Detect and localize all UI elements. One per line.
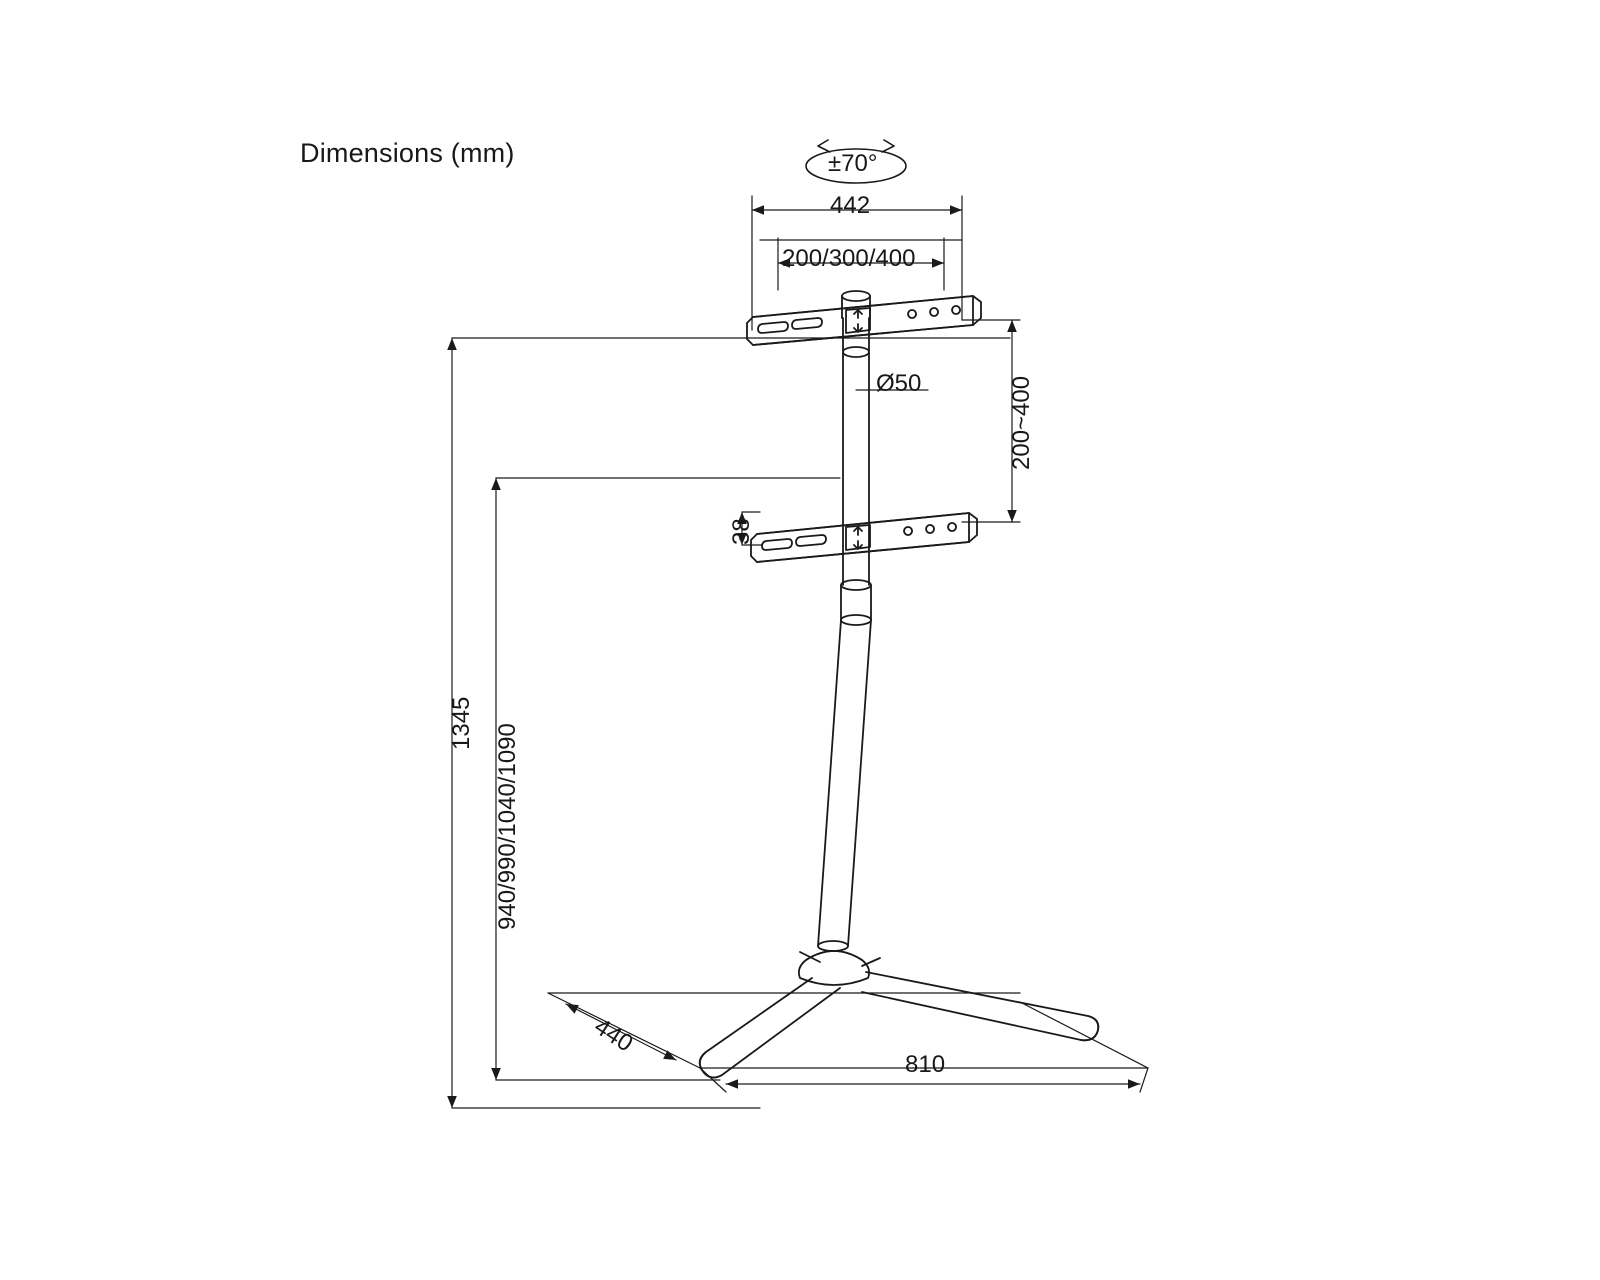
base-depth-label: 440 [589, 1013, 638, 1058]
adjustable-heights-label: 940/990/1040/1090 [494, 723, 521, 930]
column-diameter-label: Ø50 [876, 370, 922, 397]
base-width-label: 810 [905, 1051, 946, 1078]
rail-thickness-label: 38 [728, 518, 755, 545]
top-rail-width-label: 442 [830, 192, 871, 219]
vesa-pattern-label: 200/300/400 [782, 245, 916, 272]
swivel-label: ±70° [828, 150, 878, 177]
rail-spacing-label: 200~400 [1008, 375, 1035, 470]
total-height-label: 1345 [448, 696, 475, 750]
lower-vesa-rail [751, 513, 977, 562]
page-title: Dimensions (mm) [300, 138, 515, 168]
tripod-base [700, 951, 1099, 1078]
